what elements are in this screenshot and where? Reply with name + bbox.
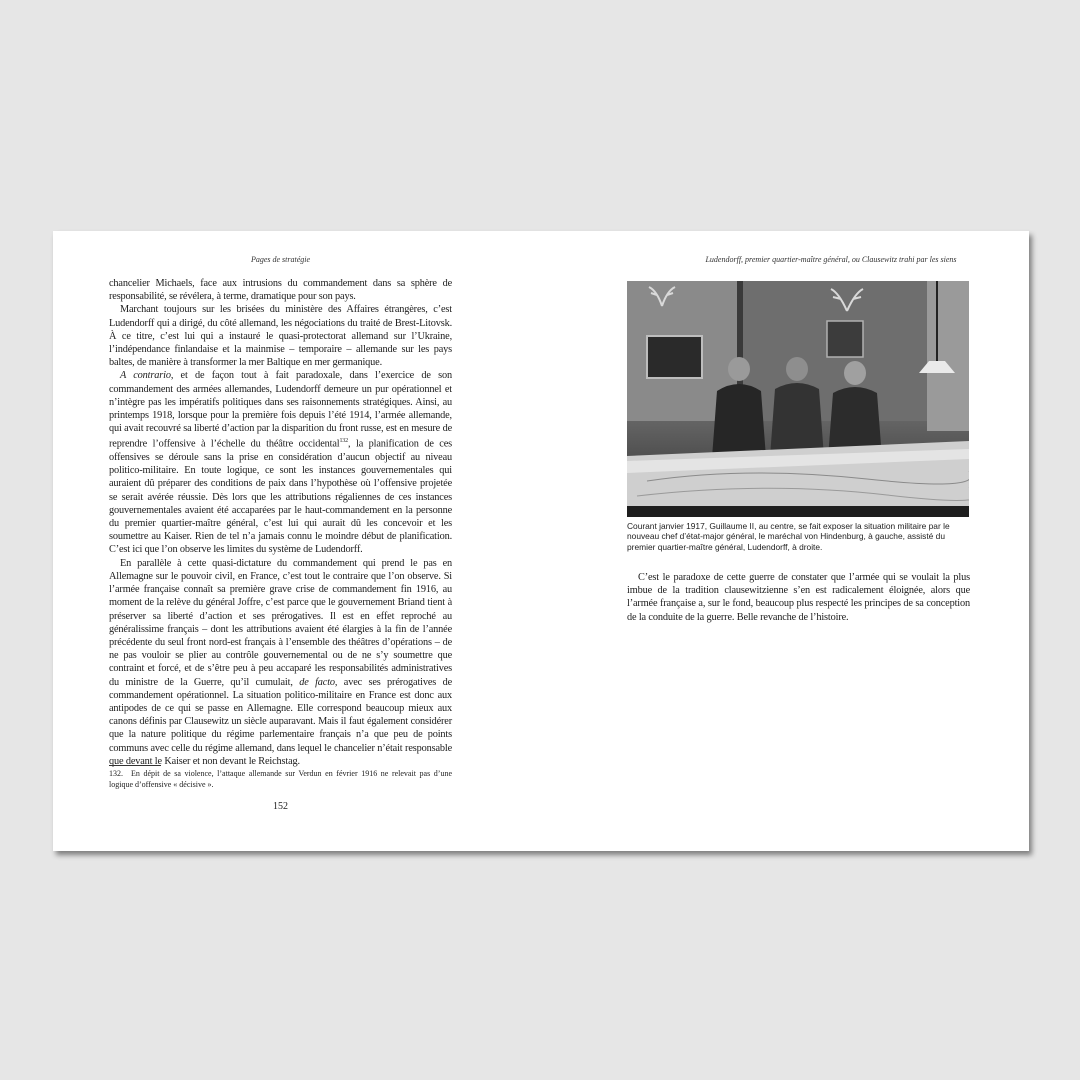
- footnote-separator: [109, 765, 161, 766]
- paragraph-4-text-a: En parallèle à cette quasi-dictature du commandement qui prend le pas en Allemagne sur le pouvoir civil, en France, c’est tout le contraire que l’on observe. Si l’armée française connaît sa première grave crise de commandement fin 1916, au moment de la relève du général Joffre, c’est parce que le gouvernement Briand tient à préserver sa liberté d’action et ses prérogatives. Il est en effet reproché au généralissime français – dont les attributions avaient été élargies à la fin de l’année précédente du seul front nord-est français à l’ensemble des théâtres d’opérations – de ne pas vouloir se plier au contrôle gouvernemental ou de ne s’y soumettre que contraint et forcé, et de s’être peu à peu accaparé les responsabilités administratives du ministre de la Guerre, qu’il cumulait,: [109, 557, 452, 688]
- book-spread: [53, 231, 1029, 851]
- running-head-right: Ludendorff, premier quartier-maître général, ou Clausewitz trahi par les siens: [705, 255, 957, 264]
- footnote-reference[interactable]: 132: [339, 438, 349, 445]
- left-page: [53, 231, 541, 851]
- historical-photograph: [627, 281, 969, 517]
- left-body-text: [109, 277, 452, 768]
- photo-illustration: [627, 281, 969, 517]
- footnote-text: En dépit de sa violence, l’attaque allemande sur Verdun en février 1916 ne relevait pas d’une logique d’offensive « décisive ».: [109, 769, 452, 789]
- paragraph-1: chancelier Michaels, face aux intrusions du commandement dans sa sphère de responsabilité, se révélera, à terme, dramatique pour son pays.: [109, 278, 452, 303]
- photo-caption: Courant janvier 1917, Guillaume II, au centre, se fait exposer la situation militaire par le nouveau chef d’état-major général, le maréchal von Hindenburg, à gauche, assisté du premier quartier-maître général, Ludendorff, à droite.: [627, 521, 950, 552]
- paragraph-3-text-a: , et de façon tout à fait paradoxale, dans l’exercice de son commandement des armées allemandes, Ludendorff demeure un pur opérationnel et n’intègre pas les impératifs politiques dans ses raisonnements stratégiques. Ainsi, au printemps 1918, lorsque pour la première fois depuis l’été 1914, l’armée allemande, qui avait recouvré sa liberté d’action par la disparition du front russe, est en mesure de reprendre l’offensive à l’échelle du théâtre occidental: [109, 370, 452, 450]
- footnote-number: 132.: [109, 769, 123, 778]
- paragraph-2: Marchant toujours sur les brisées du ministère des Affaires étrangères, c’est Ludendorff qui a dirigé, du côté allemand, les négociations du traité de Brest-Litovsk. À ce titre, c’est lui qui a instauré le quasi-protectorat allemand sur l’Ukraine, l’indépendance finlandaise et la mainmise – temporaire – allemande sur les pays baltes, de manière à transformer la mer Baltique en mer germanique.: [109, 304, 452, 369]
- paragraph-3: [109, 369, 452, 556]
- paragraph-4-text-b: , avec ses prérogatives de commandement opérationnel. La situation politico-militaire en France est donc aux antipodes de ce qui se passe en Allemagne. Elle correspond beaucoup mieux aux canons définis par Clausewitz un siècle auparavant. Mais il faut également considérer que la nature politique du régime parlementaire français n’a que peu de points communs avec celle du régime allemand, dans lequel le chancelier n’était responsable que devant le Kaiser et non devant le Reichstag.: [109, 676, 452, 767]
- right-paragraph: C’est le paradoxe de cette guerre de constater que l’armée qui se voulait la plus imbue de la tradition clausewitzienne s’en est radicalement éloignée, alors que l’armée française a, sur le fond, beaucoup plus respecté les principes de sa conception de la conduite de la guerre. Belle revanche de l’histoire.: [627, 572, 970, 623]
- right-body-text: [627, 571, 970, 624]
- running-head-left: Pages de stratégie: [250, 255, 311, 264]
- paragraph-4: [109, 557, 452, 768]
- footnote: [109, 769, 452, 790]
- page-number: 152: [273, 801, 288, 812]
- italic-phrase-de-facto: de facto: [299, 676, 335, 688]
- right-page: [541, 231, 1029, 851]
- paragraph-3-text-b: , la planification de ces offensives se déroule sans la prise en considération d’aucun objectif au niveau politico-militaire. En toute logique, ce sont les instances gouvernementales qui auraient dû préparer des conditions de paix dans l’hypothèse où l’offensive projetée se serait avérée réussie. Dès lors que les attributions régaliennes de ces instances gouvernementales avaient été accaparées par le haut-commandement en la personne du premier quartier-maître général, c’est lui qui aurait dû les concevoir et les soumettre au Kaiser. Rien de tel n’a jamais connu le moindre début de planification. C’est ici que l’on observe les limites du système de Ludendorff.: [109, 438, 452, 556]
- italic-phrase: A contrario: [120, 370, 171, 382]
